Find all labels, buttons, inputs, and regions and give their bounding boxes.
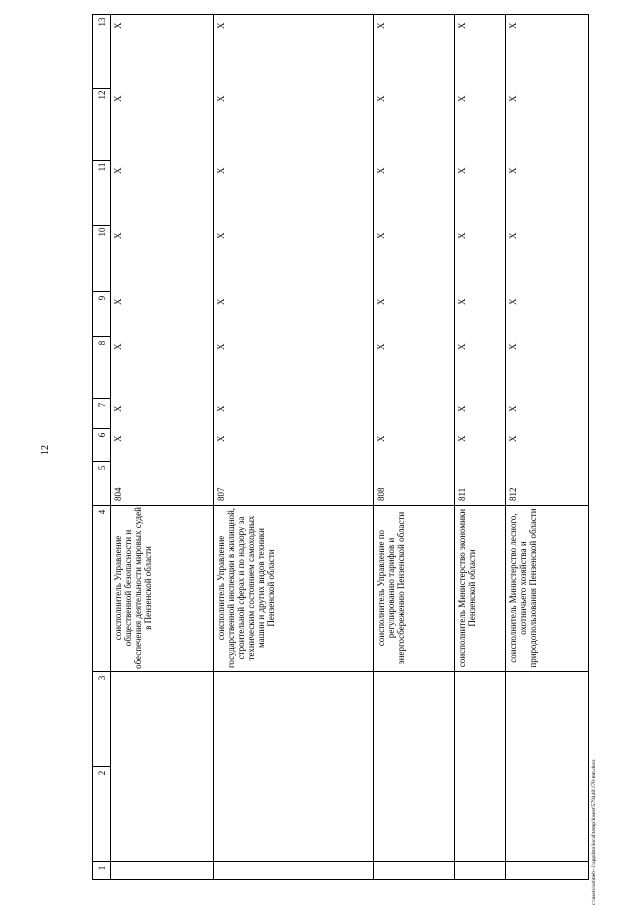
row-5-mark-col-7: X	[508, 405, 518, 412]
grid-line-col5-col4	[93, 505, 588, 506]
row-3-executor: соисполнитель Управление по регулированию тарифов и энергосбережению Пензенской области	[376, 511, 406, 665]
column-header-9: 9	[97, 295, 107, 301]
row-4-mark-col-10: X	[457, 232, 467, 239]
row-2-mark-col-7: X	[216, 405, 226, 412]
row-5-executor: соисполнитель Министерство лесного, охотничьего хозяйства и природопользования Пензенской области	[508, 508, 538, 668]
row-4-mark-col-11: X	[457, 167, 467, 174]
column-header-2: 2	[97, 770, 107, 776]
row-divider-2	[373, 15, 374, 879]
column-header-13: 13	[97, 17, 107, 27]
row-1-code: 804	[113, 487, 123, 501]
row-1-mark-col-9: X	[113, 298, 123, 305]
grid-line-col2-col1	[93, 861, 588, 862]
column-header-6: 6	[97, 432, 107, 438]
row-divider-4	[505, 15, 506, 879]
row-4-mark-col-13: X	[457, 22, 467, 29]
row-4-mark-col-8: X	[457, 343, 467, 350]
row-2-code: 807	[216, 487, 226, 501]
rotated-table	[92, 14, 589, 880]
row-4-mark-col-7: X	[457, 405, 467, 412]
row-5-mark-col-11: X	[508, 167, 518, 174]
column-header-12: 12	[97, 90, 107, 100]
row-1-mark-col-6: X	[113, 435, 123, 442]
row-5-mark-col-9: X	[508, 298, 518, 305]
row-1-mark-col-7: X	[113, 405, 123, 412]
column-header-10: 10	[97, 227, 107, 237]
row-divider-3	[454, 15, 455, 879]
column-header-1: 1	[97, 865, 107, 871]
row-2-mark-col-6: X	[216, 435, 226, 442]
header-column-divider	[110, 15, 111, 879]
row-1-mark-col-12: X	[113, 95, 123, 102]
row-1-mark-col-8: X	[113, 343, 123, 350]
row-5-mark-col-12: X	[508, 95, 518, 102]
row-5-mark-col-6: X	[508, 435, 518, 442]
page-number: 12	[40, 445, 51, 455]
row-2-mark-col-11: X	[216, 167, 226, 174]
row-5-mark-col-10: X	[508, 232, 518, 239]
row-2-mark-col-12: X	[216, 95, 226, 102]
row-4-mark-col-9: X	[457, 298, 467, 305]
column-header-4: 4	[97, 509, 107, 515]
row-1-mark-col-11: X	[113, 167, 123, 174]
row-2-executor: соисполнитель Управление государственной инспекции в жилищной, строительной сферах и по надзору за техническим состоянием самоходных машин и других видов техники Пензенской области	[216, 507, 276, 669]
row-3-mark-col-13: X	[376, 22, 386, 29]
column-header-8: 8	[97, 340, 107, 346]
row-3-mark-col-8: X	[376, 343, 386, 350]
row-3-mark-col-12: X	[376, 95, 386, 102]
column-header-3: 3	[97, 675, 107, 681]
row-5-mark-col-8: X	[508, 343, 518, 350]
column-header-11: 11	[97, 162, 107, 172]
row-1-executor: соисполнитель Управление общественной безопасности и обеспечения деятельности мировых судей в Пензенской области	[113, 507, 153, 669]
row-3-mark-col-9: X	[376, 298, 386, 305]
row-4-mark-col-12: X	[457, 95, 467, 102]
row-3-mark-col-10: X	[376, 232, 386, 239]
row-2-mark-col-13: X	[216, 22, 226, 29]
grid-line-col4-col3	[93, 671, 588, 672]
row-4-code: 811	[457, 487, 467, 501]
row-1-mark-col-13: X	[113, 22, 123, 29]
row-divider-1	[213, 15, 214, 879]
row-5-code: 812	[508, 487, 518, 501]
row-5-mark-col-13: X	[508, 22, 518, 29]
row-2-mark-col-10: X	[216, 232, 226, 239]
row-4-executor: соисполнитель Министерство экономики Пензенской области	[457, 508, 477, 668]
row-3-mark-col-6: X	[376, 435, 386, 442]
column-header-5: 5	[97, 465, 107, 471]
row-4-mark-col-6: X	[457, 435, 467, 442]
row-3-mark-col-11: X	[376, 167, 386, 174]
file-path-footer: c:\users\sobneb~1\appdata\local\temp\losest\579448\170-mn.docx	[591, 759, 597, 905]
row-1-mark-col-10: X	[113, 232, 123, 239]
row-3-code: 808	[376, 487, 386, 501]
row-2-mark-col-9: X	[216, 298, 226, 305]
column-header-7: 7	[97, 402, 107, 408]
row-2-mark-col-8: X	[216, 343, 226, 350]
